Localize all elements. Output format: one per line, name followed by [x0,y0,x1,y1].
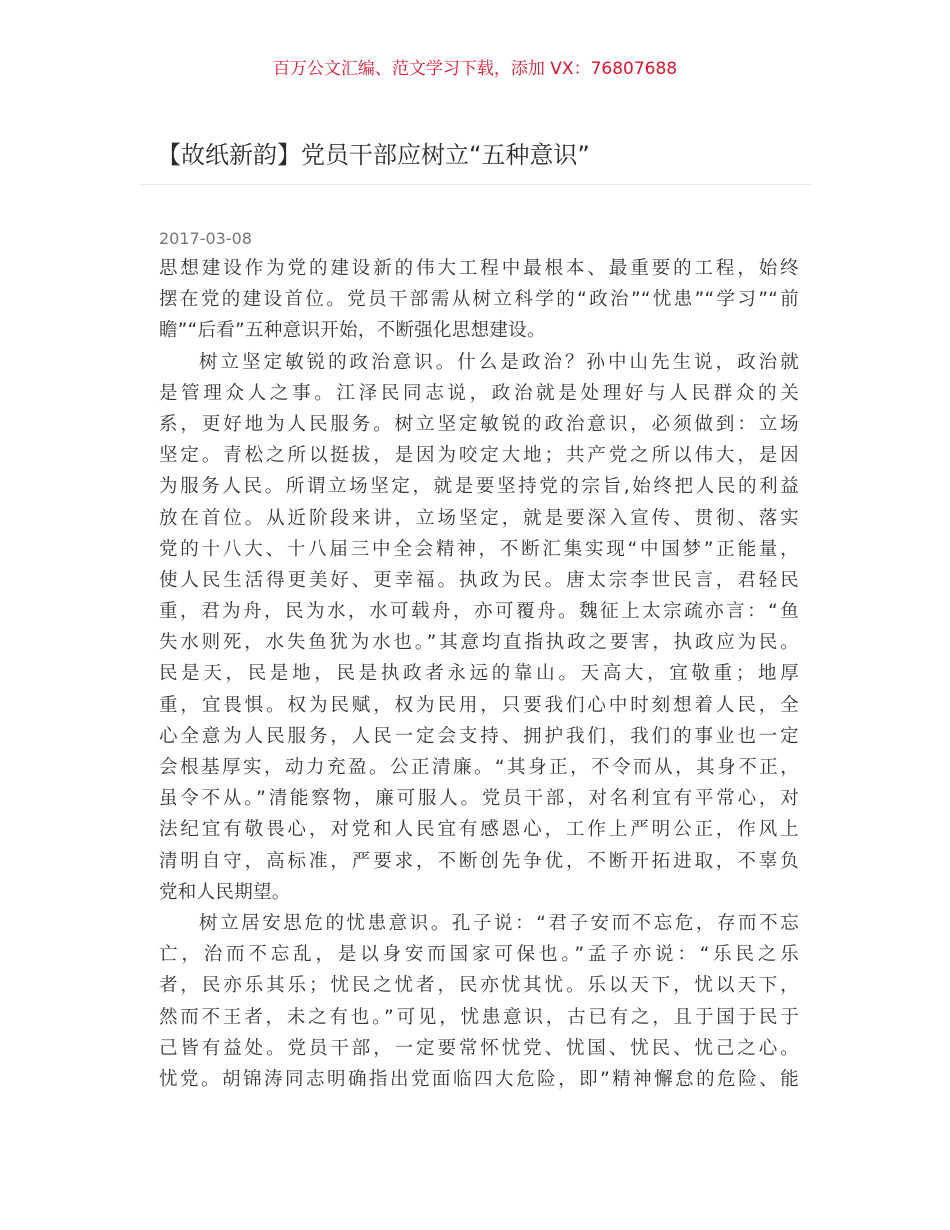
text-line: 系，更好地为人民服务。树立坚定敏锐的政治意识，必须做到：立场 [159,413,799,435]
text-line: 摆在党的建设首位。党员干部需从树立科学的“政治”“忧患”“学习”“前 [159,289,799,311]
text-line: 己皆有益处。党员干部，一定要常怀忧党、忧国、忧民、忧己之心。 [159,1037,799,1059]
article-title: 【故纸新韵】党员干部应树立“五种意识” [157,141,590,169]
text-line: 重，君为舟，民为水，水可载舟，亦可覆舟。魏征上太宗疏亦言：“鱼 [159,601,799,623]
text-line: 放在首位。从近阶段来讲，立场坚定，就是要深入宣传、贯彻、落实 [159,507,799,529]
text-line: 思想建设作为党的建设新的伟大工程中最根本、最重要的工程，始终 [159,258,799,279]
publish-date: 2017-03-08 [159,229,252,248]
text-line: 亡，治而不忘乱，是以身安而国家可保也。”孟子亦说：“乐民之乐 [159,944,799,966]
text-line: 虽令不从。”清能察物，廉可服人。党员干部，对名利宜有平常心，对 [159,788,799,810]
text-line: 瞻”“后看”五种意识开始，不断强化思想建设。 [159,320,546,342]
text-line: 会根基厚实，动力充盈。公正清廉。“其身正，不令而从，其身不正， [159,757,799,778]
text-line: 清明自守，高标准，严要求，不断创先争优，不断开拓进取，不辜负 [159,850,799,872]
text-line: 坚定。青松之所以挺拔，是因为咬定大地；共产党之所以伟大，是因 [159,445,799,467]
text-line: 者，民亦乐其乐；忧民之忧者，民亦忧其忧。乐以天下，忧以天下， [159,975,799,997]
article-body [159,253,799,1095]
text-line: 党的十八大、十八届三中全会精神，不断汇集实现“中国梦”正能量， [159,538,799,560]
text-line: 然而不王者，未之有也。”可见，忧患意识，古已有之，且于国于民于 [159,1006,799,1028]
text-line: 重，宜畏惧。权为民赋，权为民用，只要我们心中时刻想着人民，全 [159,694,799,716]
text-line: 树立坚定敏锐的政治意识。什么是政治？孙中山先生说，政治就 [199,351,799,373]
text-line: 法纪宜有敬畏心，对党和人民宜有感恩心，工作上严明公正，作风上 [159,819,799,841]
text-line: 使人民生活得更美好、更幸福。执政为民。唐太宗李世民言，君轻民 [159,569,799,591]
text-line: 心全意为人民服务，人民一定会支持、拥护我们，我们的事业也一定 [159,725,799,747]
text-line: 树立居安思危的忧患意识。孔子说：“君子安而不忘危，存而不忘 [199,912,799,934]
text-line: 民是天，民是地，民是执政者永远的靠山。天高大，宜敬重；地厚 [159,663,799,685]
promo-banner: 百万公文汇编、范文学习下载，添加 VX：76807688 [272,59,678,79]
text-line: 党和人民期望。 [159,881,291,903]
text-line: 失水则死，水失鱼犹为水也。”其意均直指执政之要害，执政应为民。 [159,632,799,654]
text-line: 为服务人民。所谓立场坚定，就是要坚持党的宗旨,始终把人民的利益 [159,476,799,498]
text-line: 是管理众人之事。江泽民同志说，政治就是处理好与人民群众的关 [159,382,799,404]
text-line: 忧党。胡锦涛同志明确指出党面临四大危险，即”精神懈怠的危险、能 [159,1068,799,1090]
title-divider [140,184,810,185]
